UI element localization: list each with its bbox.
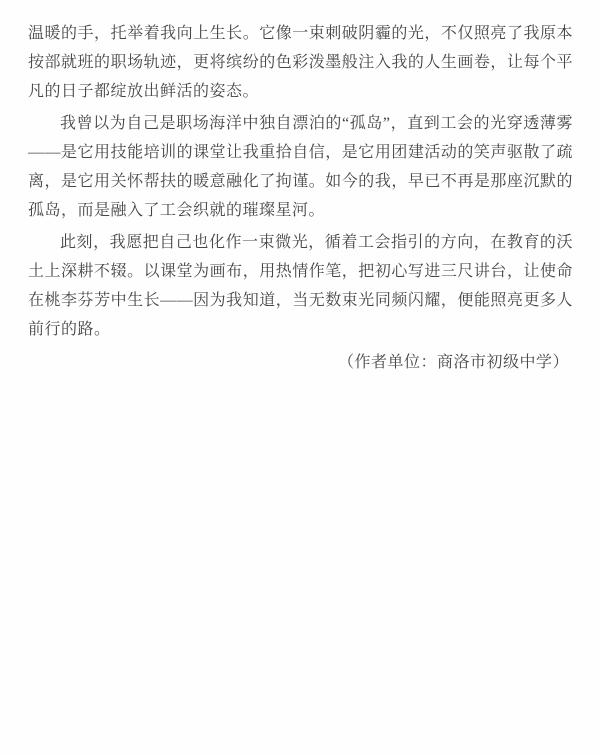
- article-body: [28, 19, 573, 377]
- paragraph: 此刻，我愿把自己也化作一束微光，循着工会指引的方向，在教育的沃土上深耕不辍。以课堂为画布，用热情作笔，把初心写进三尺讲台，让使命在桃李芬芳中生长——因为我知道，当无数束光同频闪耀，便能照亮更多人前行的路。: [28, 234, 573, 338]
- author-affiliation: （作者单位：商洛市初级中学）: [337, 354, 569, 371]
- paragraph-continuation: 温暖的手，托举着我向上生长。它像一束刺破阴霾的光，不仅照亮了我原本按部就班的职场轨迹，更将缤纷的色彩泼墨般注入我的人生画卷，让每个平凡的日子都绽放出鲜活的姿态。: [28, 25, 573, 100]
- paragraph: 我曾以为自己是职场海洋中独自漂泊的“孤岛”，直到工会的光穿透薄雾——是它用技能培训的课堂让我重拾自信，是它用团建活动的笑声驱散了疏离，是它用关怀帮扶的暖意融化了拘谨。如今的我，早已不再是那座沉默的孤岛，而是融入了工会织就的璀璨星河。: [28, 115, 573, 219]
